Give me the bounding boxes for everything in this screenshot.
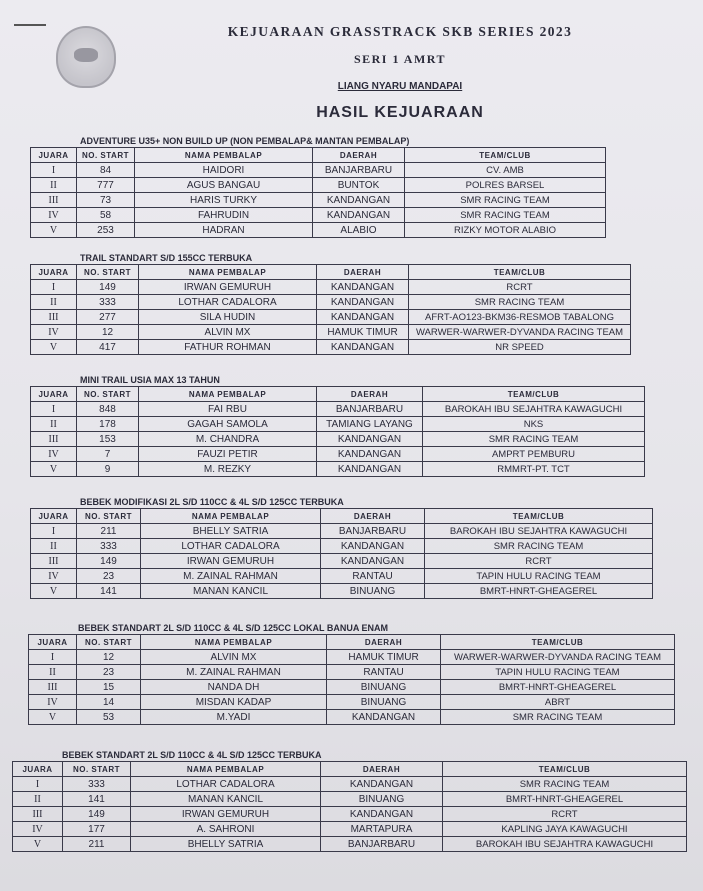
- racer-name-cell: FATHUR ROHMAN: [139, 340, 317, 355]
- racer-name-cell: A. SAHRONI: [131, 822, 321, 837]
- start-number-cell: 149: [77, 280, 139, 295]
- column-header: DAERAH: [321, 509, 425, 524]
- team-cell: SMR RACING TEAM: [441, 710, 675, 725]
- start-number-cell: 58: [77, 208, 135, 223]
- start-number-cell: 848: [77, 402, 139, 417]
- table-header-row: [31, 387, 645, 402]
- region-cell: BINUANG: [321, 792, 443, 807]
- rank-cell: I: [13, 777, 63, 792]
- column-header: JUARA: [31, 148, 77, 163]
- rank-cell: V: [13, 837, 63, 852]
- column-header: NAMA PEMBALAP: [139, 387, 317, 402]
- team-cell: BAROKAH IBU SEJAHTRA KAWAGUCHI: [423, 402, 645, 417]
- pen-mark: [14, 24, 46, 26]
- column-header: TEAM/CLUB: [405, 148, 606, 163]
- start-number-cell: 417: [77, 340, 139, 355]
- team-cell: WARWER-WARWER-DYVANDA RACING TEAM: [409, 325, 631, 340]
- racer-name-cell: AGUS BANGAU: [135, 178, 313, 193]
- racer-name-cell: FAHRUDIN: [135, 208, 313, 223]
- column-header: DAERAH: [317, 265, 409, 280]
- race-class-section: [30, 135, 606, 238]
- racer-name-cell: M. REZKY: [139, 462, 317, 477]
- region-cell: BANJARBARU: [317, 402, 423, 417]
- start-number-cell: 149: [63, 807, 131, 822]
- table-row: [31, 178, 606, 193]
- start-number-cell: 73: [77, 193, 135, 208]
- table-header-row: [31, 509, 653, 524]
- rank-cell: II: [29, 665, 77, 680]
- start-number-cell: 12: [77, 325, 139, 340]
- race-class-title: MINI TRAIL USIA MAX 13 TAHUN: [80, 375, 220, 385]
- rank-cell: III: [31, 193, 77, 208]
- region-cell: RANTAU: [321, 569, 425, 584]
- team-cell: SMR RACING TEAM: [443, 777, 687, 792]
- team-cell: AFRT-AO123-BKM36-RESMOB TABALONG: [409, 310, 631, 325]
- team-cell: SMR RACING TEAM: [405, 193, 606, 208]
- start-number-cell: 149: [77, 554, 141, 569]
- region-cell: HAMUK TIMUR: [317, 325, 409, 340]
- organizer-logo: [56, 26, 116, 88]
- rank-cell: V: [31, 462, 77, 477]
- racer-name-cell: FAI RBU: [139, 402, 317, 417]
- rank-cell: I: [31, 402, 77, 417]
- results-table: [30, 386, 645, 477]
- column-header: TEAM/CLUB: [425, 509, 653, 524]
- rank-cell: II: [31, 417, 77, 432]
- column-header: DAERAH: [327, 635, 441, 650]
- rank-cell: I: [29, 650, 77, 665]
- start-number-cell: 333: [77, 539, 141, 554]
- team-cell: POLRES BARSEL: [405, 178, 606, 193]
- rank-cell: II: [31, 178, 77, 193]
- table-row: [31, 417, 645, 432]
- race-class-title: BEBEK STANDART 2L S/D 110CC & 4L S/D 125CC LOKAL BANUA ENAM: [78, 623, 389, 633]
- team-cell: SMR RACING TEAM: [423, 432, 645, 447]
- team-cell: RCRT: [443, 807, 687, 822]
- team-cell: CV. AMB: [405, 163, 606, 178]
- region-cell: HAMUK TIMUR: [327, 650, 441, 665]
- region-cell: KANDANGAN: [321, 554, 425, 569]
- rank-cell: V: [29, 710, 77, 725]
- rank-cell: IV: [13, 822, 63, 837]
- column-header: NO. START: [77, 509, 141, 524]
- series-title: SERI 1 AMRT: [353, 52, 447, 66]
- region-cell: BANJARBARU: [321, 837, 443, 852]
- team-cell: NR SPEED: [409, 340, 631, 355]
- results-table: [30, 508, 653, 599]
- region-cell: BINUANG: [327, 695, 441, 710]
- race-class-section: [12, 749, 687, 852]
- rank-cell: IV: [31, 569, 77, 584]
- start-number-cell: 277: [77, 310, 139, 325]
- rank-cell: III: [31, 554, 77, 569]
- region-cell: BANJARBARU: [313, 163, 405, 178]
- racer-name-cell: LOTHAR CADALORA: [139, 295, 317, 310]
- table-header-row: [31, 148, 606, 163]
- results-table: [12, 761, 687, 852]
- column-header: TEAM/CLUB: [441, 635, 675, 650]
- column-header: JUARA: [29, 635, 77, 650]
- racer-name-cell: HARIS TURKY: [135, 193, 313, 208]
- rank-cell: V: [31, 340, 77, 355]
- region-cell: KANDANGAN: [313, 208, 405, 223]
- table-row: [31, 163, 606, 178]
- start-number-cell: 7: [77, 447, 139, 462]
- table-row: [29, 665, 675, 680]
- table-row: [31, 280, 631, 295]
- race-class-section: [30, 374, 645, 477]
- results-table: [30, 147, 606, 238]
- column-header: NAMA PEMBALAP: [141, 509, 321, 524]
- start-number-cell: 9: [77, 462, 139, 477]
- racer-name-cell: LOTHAR CADALORA: [141, 539, 321, 554]
- region-cell: KANDANGAN: [317, 310, 409, 325]
- table-row: [29, 680, 675, 695]
- region-cell: TAMIANG LAYANG: [317, 417, 423, 432]
- region-cell: KANDANGAN: [317, 295, 409, 310]
- race-class-section: [30, 496, 653, 599]
- column-header: NO. START: [77, 265, 139, 280]
- table-row: [31, 524, 653, 539]
- start-number-cell: 333: [63, 777, 131, 792]
- region-cell: KANDANGAN: [321, 807, 443, 822]
- rank-cell: IV: [29, 695, 77, 710]
- table-header-row: [31, 265, 631, 280]
- rank-cell: I: [31, 524, 77, 539]
- race-class-title: ADVENTURE U35+ NON BUILD UP (NON PEMBALAP& MANTAN PEMBALAP): [80, 136, 410, 146]
- table-row: [31, 432, 645, 447]
- race-class-title: BEBEK MODIFIKASI 2L S/D 110CC & 4L S/D 125CC TERBUKA: [80, 497, 344, 507]
- racer-name-cell: BHELLY SATRIA: [131, 837, 321, 852]
- table-row: [31, 295, 631, 310]
- start-number-cell: 177: [63, 822, 131, 837]
- column-header: JUARA: [31, 387, 77, 402]
- start-number-cell: 211: [77, 524, 141, 539]
- rank-cell: II: [13, 792, 63, 807]
- team-cell: RCRT: [409, 280, 631, 295]
- start-number-cell: 141: [63, 792, 131, 807]
- rank-cell: II: [31, 295, 77, 310]
- region-cell: BINUANG: [321, 584, 425, 599]
- team-cell: KAPLING JAYA KAWAGUCHI: [443, 822, 687, 837]
- table-row: [13, 777, 687, 792]
- column-header: NO. START: [77, 635, 141, 650]
- column-header: NAMA PEMBALAP: [131, 762, 321, 777]
- region-cell: MARTAPURA: [321, 822, 443, 837]
- rank-cell: II: [31, 539, 77, 554]
- column-header: NO. START: [63, 762, 131, 777]
- start-number-cell: 14: [77, 695, 141, 710]
- team-cell: RCRT: [425, 554, 653, 569]
- region-cell: RANTAU: [327, 665, 441, 680]
- venue-title: LIANG NYARU MANDAPAI: [337, 81, 463, 92]
- table-row: [29, 650, 675, 665]
- team-cell: AMPRT PEMBURU: [423, 447, 645, 462]
- start-number-cell: 253: [77, 223, 135, 238]
- column-header: JUARA: [31, 509, 77, 524]
- table-row: [31, 340, 631, 355]
- rank-cell: V: [31, 584, 77, 599]
- team-cell: RMMRT-PT. TCT: [423, 462, 645, 477]
- rank-cell: IV: [31, 447, 77, 462]
- table-row: [31, 223, 606, 238]
- table-row: [29, 695, 675, 710]
- racer-name-cell: HAIDORI: [135, 163, 313, 178]
- start-number-cell: 12: [77, 650, 141, 665]
- region-cell: KANDANGAN: [317, 432, 423, 447]
- column-header: DAERAH: [317, 387, 423, 402]
- team-cell: BMRT-HNRT-GHEAGEREL: [443, 792, 687, 807]
- region-cell: KANDANGAN: [317, 340, 409, 355]
- region-cell: BINUANG: [327, 680, 441, 695]
- racer-name-cell: MANAN KANCIL: [131, 792, 321, 807]
- race-class-title: TRAIL STANDART S/D 155CC TERBUKA: [80, 253, 253, 263]
- racer-name-cell: MISDAN KADAP: [141, 695, 327, 710]
- racer-name-cell: IRWAN GEMURUH: [141, 554, 321, 569]
- table-row: [13, 792, 687, 807]
- table-row: [31, 208, 606, 223]
- team-cell: RIZKY MOTOR ALABIO: [405, 223, 606, 238]
- column-header: TEAM/CLUB: [443, 762, 687, 777]
- racer-name-cell: FAUZI PETIR: [139, 447, 317, 462]
- racer-name-cell: IRWAN GEMURUH: [131, 807, 321, 822]
- table-row: [13, 822, 687, 837]
- region-cell: ALABIO: [313, 223, 405, 238]
- start-number-cell: 53: [77, 710, 141, 725]
- table-row: [31, 325, 631, 340]
- region-cell: KANDANGAN: [317, 280, 409, 295]
- start-number-cell: 153: [77, 432, 139, 447]
- racer-name-cell: ALVIN MX: [141, 650, 327, 665]
- table-row: [31, 193, 606, 208]
- start-number-cell: 23: [77, 569, 141, 584]
- rank-cell: III: [29, 680, 77, 695]
- results-table: [28, 634, 675, 725]
- rank-cell: III: [31, 310, 77, 325]
- rank-cell: IV: [31, 208, 77, 223]
- racer-name-cell: M. CHANDRA: [139, 432, 317, 447]
- race-class-title: BEBEK STANDART 2L S/D 110CC & 4L S/D 125CC TERBUKA: [62, 750, 322, 760]
- column-header: NAMA PEMBALAP: [139, 265, 317, 280]
- table-row: [31, 447, 645, 462]
- column-header: TEAM/CLUB: [423, 387, 645, 402]
- column-header: NO. START: [77, 387, 139, 402]
- racer-name-cell: LOTHAR CADALORA: [131, 777, 321, 792]
- table-row: [31, 569, 653, 584]
- table-row: [31, 402, 645, 417]
- start-number-cell: 23: [77, 665, 141, 680]
- team-cell: SMR RACING TEAM: [409, 295, 631, 310]
- column-header: DAERAH: [313, 148, 405, 163]
- team-cell: BMRT-HNRT-GHEAGEREL: [425, 584, 653, 599]
- racer-name-cell: HADRAN: [135, 223, 313, 238]
- racer-name-cell: M.YADI: [141, 710, 327, 725]
- region-cell: BUNTOK: [313, 178, 405, 193]
- region-cell: KANDANGAN: [327, 710, 441, 725]
- start-number-cell: 211: [63, 837, 131, 852]
- table-row: [31, 462, 645, 477]
- team-cell: BAROKAH IBU SEJAHTRA KAWAGUCHI: [425, 524, 653, 539]
- team-cell: NKS: [423, 417, 645, 432]
- start-number-cell: 84: [77, 163, 135, 178]
- region-cell: KANDANGAN: [313, 193, 405, 208]
- rank-cell: V: [31, 223, 77, 238]
- table-row: [31, 310, 631, 325]
- result-heading: HASIL KEJUARAAN: [316, 104, 484, 121]
- column-header: DAERAH: [321, 762, 443, 777]
- rank-cell: III: [13, 807, 63, 822]
- team-cell: TAPIN HULU RACING TEAM: [425, 569, 653, 584]
- team-cell: BAROKAH IBU SEJAHTRA KAWAGUCHI: [443, 837, 687, 852]
- table-row: [31, 554, 653, 569]
- team-cell: BMRT-HNRT-GHEAGEREL: [441, 680, 675, 695]
- table-header-row: [29, 635, 675, 650]
- rank-cell: I: [31, 280, 77, 295]
- team-cell: ABRT: [441, 695, 675, 710]
- column-header: NAMA PEMBALAP: [135, 148, 313, 163]
- racer-name-cell: ALVIN MX: [139, 325, 317, 340]
- start-number-cell: 15: [77, 680, 141, 695]
- team-cell: SMR RACING TEAM: [425, 539, 653, 554]
- team-cell: WARWER-WARWER-DYVANDA RACING TEAM: [441, 650, 675, 665]
- racer-name-cell: GAGAH SAMOLA: [139, 417, 317, 432]
- results-table: [30, 264, 631, 355]
- start-number-cell: 141: [77, 584, 141, 599]
- racer-name-cell: IRWAN GEMURUH: [139, 280, 317, 295]
- racer-name-cell: NANDA DH: [141, 680, 327, 695]
- race-class-section: [30, 252, 631, 355]
- region-cell: KANDANGAN: [321, 777, 443, 792]
- column-header: NO. START: [77, 148, 135, 163]
- racer-name-cell: BHELLY SATRIA: [141, 524, 321, 539]
- region-cell: KANDANGAN: [317, 447, 423, 462]
- column-header: NAMA PEMBALAP: [141, 635, 327, 650]
- event-title: KEJUARAAN GRASSTRACK SKB SERIES 2023: [227, 24, 573, 39]
- racer-name-cell: SILA HUDIN: [139, 310, 317, 325]
- team-cell: TAPIN HULU RACING TEAM: [441, 665, 675, 680]
- race-class-section: [28, 622, 675, 725]
- table-row: [29, 710, 675, 725]
- team-cell: SMR RACING TEAM: [405, 208, 606, 223]
- start-number-cell: 333: [77, 295, 139, 310]
- region-cell: KANDANGAN: [321, 539, 425, 554]
- region-cell: KANDANGAN: [317, 462, 423, 477]
- rank-cell: III: [31, 432, 77, 447]
- column-header: JUARA: [13, 762, 63, 777]
- racer-name-cell: M. ZAINAL RAHMAN: [141, 569, 321, 584]
- table-row: [31, 584, 653, 599]
- table-row: [31, 539, 653, 554]
- column-header: TEAM/CLUB: [409, 265, 631, 280]
- rank-cell: I: [31, 163, 77, 178]
- start-number-cell: 178: [77, 417, 139, 432]
- racer-name-cell: MANAN KANCIL: [141, 584, 321, 599]
- racer-name-cell: M. ZAINAL RAHMAN: [141, 665, 327, 680]
- table-header-row: [13, 762, 687, 777]
- table-row: [13, 837, 687, 852]
- column-header: JUARA: [31, 265, 77, 280]
- region-cell: BANJARBARU: [321, 524, 425, 539]
- table-row: [13, 807, 687, 822]
- rank-cell: IV: [31, 325, 77, 340]
- start-number-cell: 777: [77, 178, 135, 193]
